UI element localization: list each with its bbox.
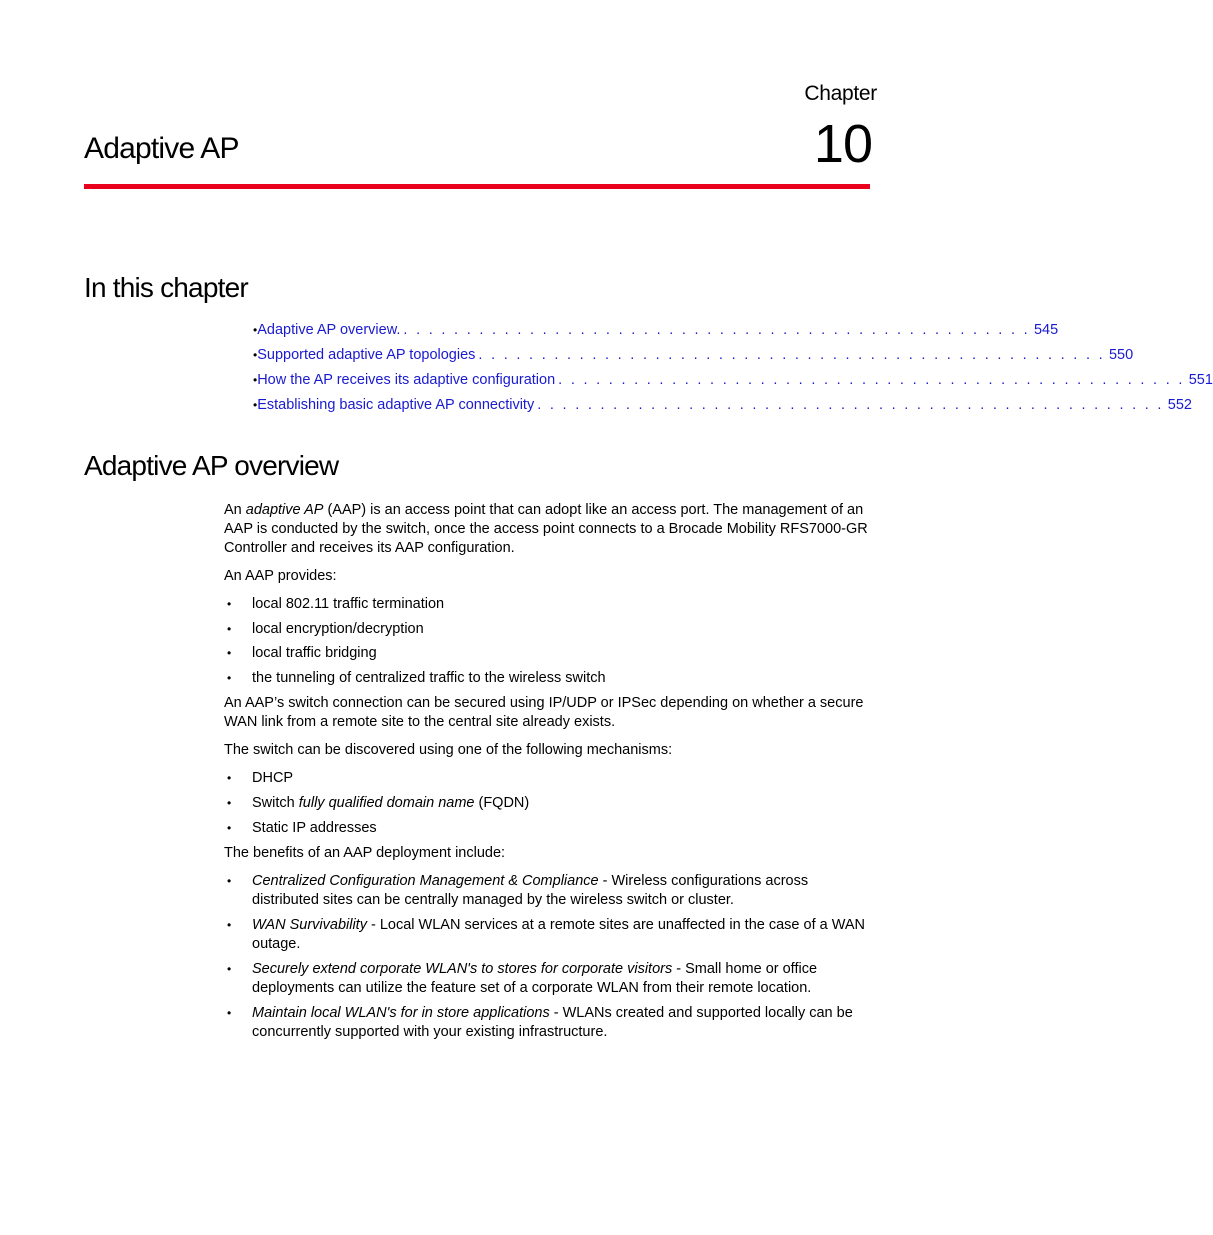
bullet-icon: • — [227, 962, 232, 976]
list-item — [224, 595, 870, 614]
provides-list — [224, 595, 870, 688]
toc-entry[interactable] — [253, 322, 1059, 347]
in-this-chapter-heading: In this chapter — [84, 272, 248, 303]
list-item — [224, 769, 870, 788]
list-item-text: local traffic bridging — [252, 645, 377, 661]
intro-term: adaptive AP — [245, 502, 324, 518]
toc-link[interactable]: How the AP receives its adaptive configuration — [257, 372, 556, 388]
chapter-label: Chapter — [804, 82, 877, 105]
bullet-icon: • — [227, 646, 232, 660]
bullet-icon: • — [253, 323, 258, 337]
list-item — [224, 669, 870, 688]
chapter-number: 10 — [813, 114, 872, 174]
toc-leader: . . . . . . . . . . . . . . . . . . . . . . . . . . . . . . . . . . . . . . . . . . . . . . . . . . — [558, 372, 1185, 388]
toc-leader: . . . . . . . . . . . . . . . . . . . . . . . . . . . . . . . . . . . . . . . . . . . . . . . . . . — [478, 347, 1105, 363]
fqdn-pre: Switch — [252, 795, 299, 811]
bullet-icon: • — [227, 771, 232, 785]
intro-paragraph — [224, 501, 870, 558]
bullet-icon: • — [227, 918, 232, 932]
intro-pre: An — [224, 502, 246, 518]
list-item — [224, 644, 870, 663]
toc-page-number[interactable]: 552 — [1167, 397, 1192, 413]
chapter-title: Adaptive AP — [84, 132, 239, 165]
list-item — [224, 794, 870, 813]
fqdn-post: (FQDN) — [474, 795, 530, 811]
list-item-text: local 802.11 traffic termination — [252, 596, 445, 612]
bullet-icon: • — [227, 796, 232, 810]
benefit-text: - Wireless configurations across distributed sites can be centrally managed by the wireless switch or cluster. — [252, 873, 809, 908]
benefit-term: Securely extend corporate WLAN's to stores for corporate visitors — [252, 961, 673, 977]
benefit-text: - Small home or office deployments can utilize the feature set of a corporate WLAN from their remote location. — [252, 961, 818, 996]
toc-entry[interactable] — [253, 397, 1192, 422]
overview-heading: Adaptive AP overview — [84, 450, 339, 481]
toc-leader: . . . . . . . . . . . . . . . . . . . . . . . . . . . . . . . . . . . . . . . . . . . . . . . . . . — [537, 397, 1164, 413]
toc-leader: . . . . . . . . . . . . . . . . . . . . . . . . . . . . . . . . . . . . . . . . . . . . . . . . . . — [403, 322, 1030, 338]
list-item — [224, 1004, 870, 1042]
bullet-icon: • — [253, 373, 258, 387]
bullet-icon: • — [227, 1006, 232, 1020]
toc-page-number[interactable]: 551 — [1188, 372, 1213, 388]
benefit-term: WAN Survivability — [252, 917, 367, 933]
bullet-icon: • — [227, 671, 232, 685]
toc-page-number[interactable]: 545 — [1033, 322, 1059, 338]
bullet-icon: • — [227, 622, 232, 636]
mechanism-list — [224, 769, 870, 838]
list-item-text: Static IP addresses — [252, 820, 377, 836]
security-paragraph: An AAP’s switch connection can be secured using IP/UDP or IPSec depending on whether a secure WAN link from a remote site to the central site already exists. — [224, 695, 864, 730]
list-item — [224, 960, 870, 998]
bullet-icon: • — [253, 348, 258, 362]
intro-post: (AAP) is an access point that can adopt like an access port. The management of an AAP is conducted by the switch, once the access point connects to a Brocade Mobility RFS7000-GR Controller and receives its AAP configuration. — [224, 502, 868, 556]
chapter-toc — [253, 322, 1213, 422]
fqdn-term: fully qualified domain name — [298, 795, 475, 811]
list-item — [224, 872, 870, 910]
chapter-title-rule — [84, 184, 870, 189]
benefits-label: The benefits of an AAP deployment include: — [224, 845, 506, 861]
bullet-icon: • — [227, 874, 232, 888]
bullet-icon: • — [227, 597, 232, 611]
list-item-text: the tunneling of centralized traffic to the wireless switch — [252, 670, 606, 686]
benefit-term: Centralized Configuration Management & Compliance — [252, 873, 599, 889]
toc-entry[interactable] — [253, 372, 1213, 397]
list-item-text: DHCP — [252, 770, 294, 786]
benefit-text: - WLANs created and supported locally can be concurrently supported with your existing infrastructure. — [252, 1005, 853, 1040]
toc-page-number[interactable]: 550 — [1108, 347, 1134, 363]
benefit-text: - Local WLAN services at a remote sites are unaffected in the case of a WAN outage. — [252, 917, 866, 952]
list-item — [224, 819, 870, 838]
toc-entry[interactable] — [253, 347, 1134, 372]
toc-link[interactable]: Supported adaptive AP topologies — [257, 347, 476, 363]
discovery-label: The switch can be discovered using one of the following mechanisms: — [224, 742, 673, 758]
provides-label: An AAP provides: — [224, 568, 337, 584]
toc-link[interactable]: Adaptive AP overview. — [257, 322, 401, 338]
list-item — [224, 620, 870, 639]
toc-link[interactable]: Establishing basic adaptive AP connectivity — [257, 397, 535, 413]
list-item-text: local encryption/decryption — [252, 621, 424, 637]
benefits-list — [224, 872, 870, 1042]
bullet-icon: • — [253, 398, 258, 412]
bullet-icon: • — [227, 821, 232, 835]
list-item — [224, 916, 870, 954]
benefit-term: Maintain local WLAN's for in store applications — [252, 1005, 550, 1021]
